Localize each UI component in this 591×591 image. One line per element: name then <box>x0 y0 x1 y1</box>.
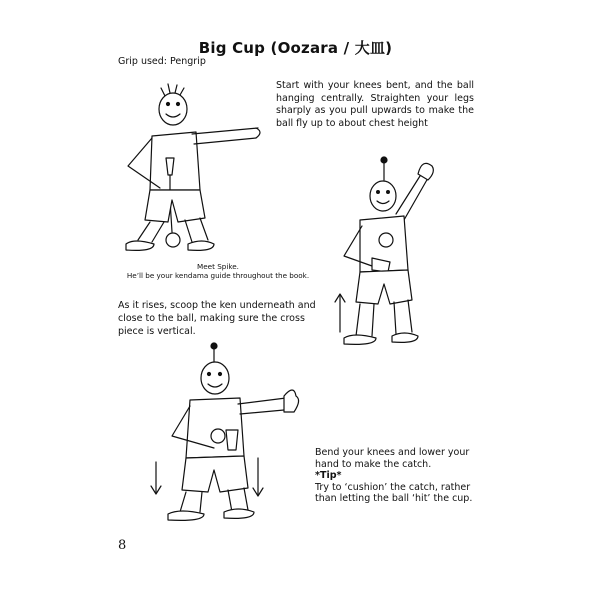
caption-line-1: Meet Spike. <box>197 262 239 271</box>
page-title: Big Cup (Oozara / 大皿) <box>198 39 393 57</box>
tip-heading: *Tip* <box>315 470 342 482</box>
caption-line-2: He’ll be your kendama guide throughout the book. <box>126 271 310 280</box>
tip-text: Try to ‘cushion’ the catch, rather than letting the ball ‘hit’ the cup. <box>315 481 473 505</box>
grip-label: Grip used: Pengrip <box>118 56 206 67</box>
step-2-text: As it rises, scoop the ken underneath and close to the ball, making sure the cross piece is vertical. <box>118 300 316 337</box>
step-1-text: Start with your knees bent, and the ball hanging centrally. Straighten your legs sharply as you pull upwards to make the ball fly up to about chest height <box>276 80 474 129</box>
step-3-text: Bend your knees and lower your hand to make the catch. <box>315 447 470 470</box>
page-number: 8 <box>118 538 127 553</box>
